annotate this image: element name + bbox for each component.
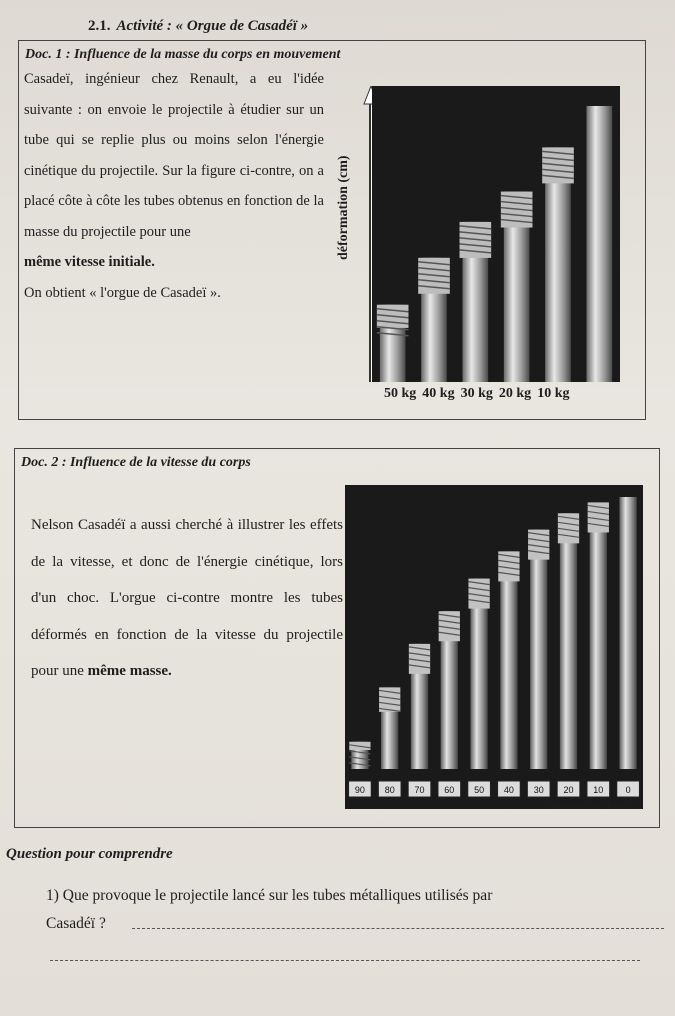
- question-text: 1) Que provoque le projectile lancé sur les tubes métalliques utilisés par Casadéï ?: [46, 887, 493, 932]
- mass-label: 30 kg: [460, 386, 493, 401]
- speed-label: 30: [533, 785, 544, 795]
- tube: [587, 106, 613, 382]
- doc1-paragraph: On obtient « l'orgue de Casadeï ».: [24, 284, 221, 301]
- speed-label: 70: [414, 785, 425, 795]
- mass-label: 20 kg: [498, 386, 532, 401]
- casadei-organ-photo-speed: [345, 485, 643, 809]
- doc2-text: [31, 507, 343, 690]
- speed-label: 90: [354, 785, 365, 795]
- doc1-text: [24, 64, 324, 308]
- casadei-organ-photo-mass: [372, 86, 620, 382]
- speed-label: 20: [563, 785, 574, 795]
- mass-label: 40 kg: [422, 386, 455, 401]
- speed-label: 80: [384, 785, 395, 795]
- speed-label: 60: [444, 785, 455, 795]
- speed-label: 50: [474, 785, 485, 795]
- doc2-frame: [14, 448, 660, 828]
- section-title: 2.1. Activité : « Orgue de Casadéï »: [88, 18, 309, 34]
- tube: [590, 502, 607, 769]
- answer-line[interactable]: [132, 928, 664, 929]
- tube: [500, 551, 517, 769]
- tube: [619, 497, 636, 769]
- answer-line[interactable]: [50, 960, 640, 961]
- doc1-heading: Doc. 1 : Influence de la masse du corps en mouvement: [25, 47, 341, 62]
- doc2-paragraph: Nelson Casadéï a aussi cherché à illustrer les effets de la vitesse, et donc de l'énergie cinétique, lors d'un choc. L'orgue ci-contre montre les tubes déformés en fonction de la vitesse du projectile pour une: [31, 517, 343, 679]
- speed-label: 40: [503, 785, 514, 795]
- mass-labels: [384, 386, 634, 402]
- speed-label: 10: [593, 785, 604, 795]
- question-title: Question pour comprendre: [6, 846, 173, 862]
- speed-label: 0: [625, 785, 631, 795]
- tube: [560, 513, 577, 769]
- doc1-paragraph-bold: même vitesse initiale.: [24, 254, 155, 270]
- mass-label: 50 kg: [384, 386, 417, 401]
- deformation-axis-label: déformation (cm): [336, 155, 351, 260]
- doc1-paragraph: Casadeï, ingénieur chez Renault, a eu l'idée suivante : on envoie le projectile à étudier sur un tube qui se replie plus ou moins selon l'énergie cinétique du projectile. Sur la figure ci-contre, on a placé côte à côte les tubes obtenus en fonction de la masse du projectile pour une: [24, 71, 324, 240]
- doc2-paragraph-bold: même masse.: [87, 663, 172, 679]
- speed-caption: Vitesses en km/h: [548, 800, 632, 812]
- tube: [530, 530, 547, 769]
- doc2-heading: Doc. 2 : Influence de la vitesse du corps: [21, 455, 251, 470]
- mass-label: 10 kg: [537, 386, 570, 401]
